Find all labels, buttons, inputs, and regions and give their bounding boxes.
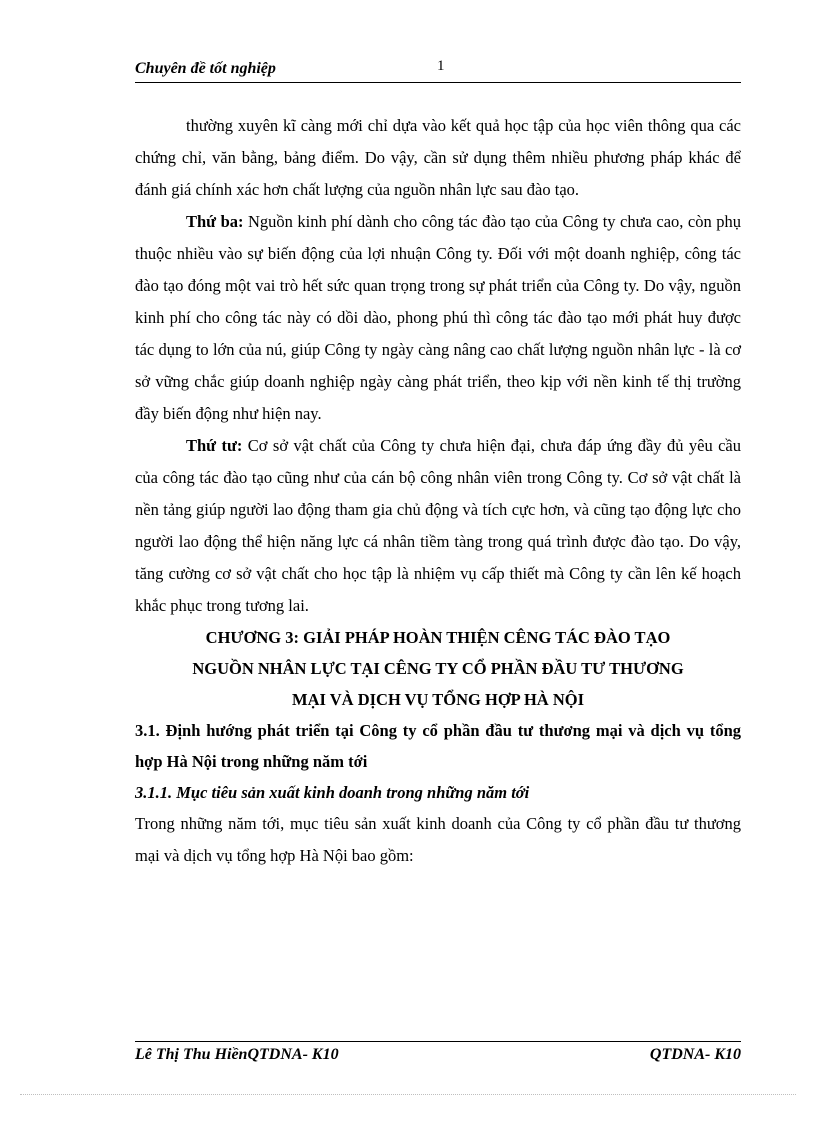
closing-paragraph: Trong những năm tới, mục tiêu sản xuất kinh doanh của Công ty cổ phần đầu tư thương mại và dịch vụ tổng hợp Hà Nội bao gồm:	[135, 814, 741, 865]
page-number: 1	[437, 58, 445, 74]
document-body	[135, 110, 741, 872]
subsection-heading: 3.1.1. Mục tiêu sản xuất kinh doanh trong những năm tới	[135, 783, 530, 802]
chapter-title-line-1: CHƯƠNG 3: GIẢI PHÁP HOÀN THIỆN CÊNG TÁC ĐÀO TẠO	[205, 628, 671, 647]
page-footer	[135, 1046, 741, 1070]
paragraph-thu-tu	[135, 430, 741, 622]
chapter-title-line-3: MẠI VÀ DỊCH VỤ TỔNG HỢP HÀ NỘI	[292, 690, 584, 709]
section-heading: 3.1. Định hướng phát triển tại Công ty cổ phần đầu tư thương mại và dịch vụ tổng hợp Hà Nội trong những năm tới	[135, 721, 741, 771]
paragraph-text-thu-tu: Cơ sở vật chất của Công ty chưa hiện đại, chưa đáp ứng đầy đủ yêu cầu của công tác đào tạo cũng như của cán bộ công nhân viên trong Công ty. Cơ sở vật chất là nền tảng giúp người lao động tham gia chủ động và tích cực hơn, và cũng tạo động lực cho người lao động thể hiện năng lực cá nhân tiềm tàng trong quá trình được đào tạo. Do vậy, tăng cường cơ sở vật chất cho học tập là nhiệm vụ cấp thiết mà Công ty cần lên kế hoạch khắc phục trong tương lai.	[135, 436, 741, 615]
footer-divider	[135, 1041, 741, 1042]
header-title: Chuyên đề tốt nghiệp	[135, 60, 276, 77]
paragraph-lead-thu-tu: Thứ tư:	[186, 436, 243, 455]
page-header	[135, 58, 741, 83]
paragraph-lead-thu-ba: Thứ ba:	[186, 212, 244, 231]
chapter-title-line-2: NGUỒN NHÂN LỰC TẠI CÊNG TY CỔ PHẦN ĐẦU TƯ THƯƠNG	[192, 659, 684, 678]
paragraph-text-thu-ba: Nguồn kinh phí dành cho công tác đào tạo của Công ty chưa cao, còn phụ thuộc nhiều vào sự biến động của lợi nhuận Công ty. Đối với một doanh nghiệp, công tác đào tạo đóng một vai trò hết sức quan trọng trong sự phát triển của Công ty. Do vậy, nguồn kinh phí cho công tác này có dồi dào, phong phú thì công tác đào tạo mới phát huy được tác dụng to lớn của nú, giúp Công ty ngày càng nâng cao chất lượng nguồn nhân lực - là cơ sở vững chắc giúp doanh nghiệp ngày càng phát triển, theo kịp với nền kinh tế thị trường đầy biến động như hiện nay.	[135, 212, 741, 423]
page-bottom-border	[20, 1094, 796, 1095]
paragraph-continuation: thường xuyên kĩ càng mới chỉ dựa vào kết quả học tập của học viên thông qua các chứng chỉ, văn bằng, bảng điểm. Do vậy, cần sử dụng thêm nhiều phương pháp khác để đánh giá chính xác hơn chất lượng của nguồn nhân lực sau đào tạo.	[135, 116, 741, 199]
paragraph-thu-ba	[135, 206, 741, 430]
footer-author: Lê Thị Thu HiềnQTDNA- K10	[135, 1046, 339, 1063]
footer-class: QTDNA- K10	[649, 1046, 741, 1063]
